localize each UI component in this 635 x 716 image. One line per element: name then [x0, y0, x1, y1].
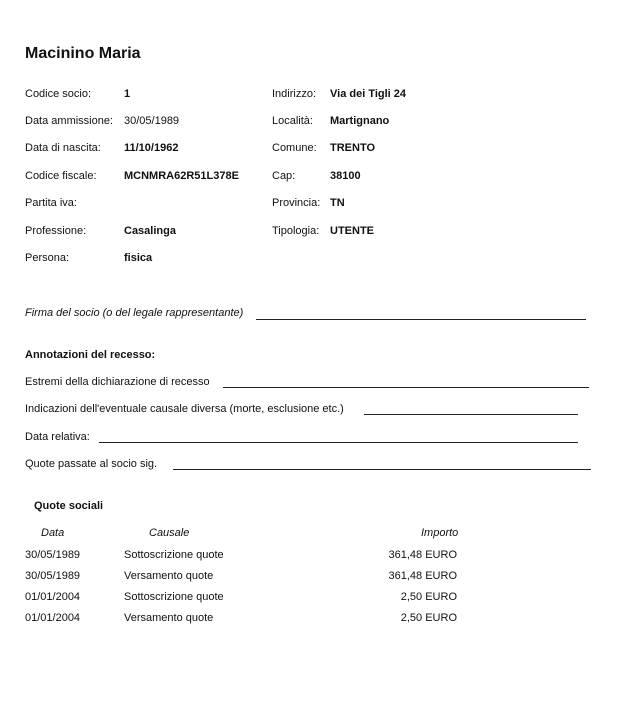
field-label-cap: Cap:: [272, 170, 296, 182]
field-label-data-ammissione: Data ammissione:: [25, 115, 114, 127]
field-label-codice-socio: Codice socio:: [25, 88, 92, 100]
field-value-provincia: TN: [330, 197, 345, 209]
field-label-data-nascita: Data di nascita:: [25, 142, 101, 154]
table-cell-date: 30/05/1989: [25, 549, 81, 561]
field-value-persona: fisica: [124, 252, 153, 264]
signature-label: Firma del socio (o del legale rappresentante): [25, 307, 244, 319]
field-label-provincia: Provincia:: [272, 197, 321, 209]
table-cell-importo: 2,50 EURO: [400, 591, 457, 603]
field-label-persona: Persona:: [25, 252, 70, 264]
field-label-localita: Località:: [272, 115, 313, 127]
table-cell-importo: 361,48 EURO: [388, 549, 457, 561]
field-value-professione: Casalinga: [124, 225, 176, 237]
field-value-codice-fiscale: MCNMRA62R51L378E: [124, 170, 239, 182]
member-name-title: Macinino Maria: [25, 45, 141, 62]
recesso-heading: Annotazioni del recesso:: [25, 349, 156, 361]
field-value-data-nascita: 11/10/1962: [124, 142, 179, 154]
column-header-causale: Causale: [149, 527, 190, 539]
field-value-tipologia: UTENTE: [330, 225, 374, 237]
field-label-tipologia: Tipologia:: [272, 225, 320, 237]
field-label-partita-iva: Partita iva:: [25, 197, 77, 209]
field-label-comune: Comune:: [272, 142, 317, 154]
table-cell-importo: 2,50 EURO: [400, 612, 457, 624]
recesso-line-label: Data relativa:: [25, 431, 90, 443]
table-cell-causale: Versamento quote: [124, 570, 214, 582]
quote-heading: Quote sociali: [34, 500, 104, 512]
recesso-fill-line: [223, 387, 589, 388]
recesso-line-label: Estremi della dichiarazione di recesso: [25, 376, 210, 388]
field-value-indirizzo: Via dei Tigli 24: [330, 88, 407, 100]
field-label-indirizzo: Indirizzo:: [272, 88, 317, 100]
recesso-line-label: Indicazioni dell'eventuale causale diversa (morte, esclusione etc.): [25, 403, 344, 415]
field-value-comune: TRENTO: [330, 142, 376, 154]
table-cell-causale: Versamento quote: [124, 612, 214, 624]
recesso-fill-line: [99, 442, 578, 443]
recesso-fill-line: [364, 414, 578, 415]
field-value-codice-socio: 1: [124, 88, 131, 100]
column-header-importo: Importo: [421, 527, 459, 539]
column-header-data: Data: [41, 527, 65, 539]
table-cell-causale: Sottoscrizione quote: [124, 591, 224, 603]
table-cell-date: 01/01/2004: [25, 612, 81, 624]
table-cell-date: 01/01/2004: [25, 591, 81, 603]
signature-line: [256, 319, 586, 320]
field-label-codice-fiscale: Codice fiscale:: [25, 170, 97, 182]
table-cell-importo: 361,48 EURO: [388, 570, 457, 582]
table-cell-date: 30/05/1989: [25, 570, 81, 582]
field-value-localita: Martignano: [330, 115, 390, 127]
recesso-fill-line: [173, 469, 591, 470]
field-value-data-ammissione: 30/05/1989: [124, 115, 180, 127]
field-label-professione: Professione:: [25, 225, 87, 237]
field-value-cap: 38100: [330, 170, 361, 182]
table-cell-causale: Sottoscrizione quote: [124, 549, 224, 561]
recesso-line-label: Quote passate al socio sig.: [25, 458, 158, 470]
